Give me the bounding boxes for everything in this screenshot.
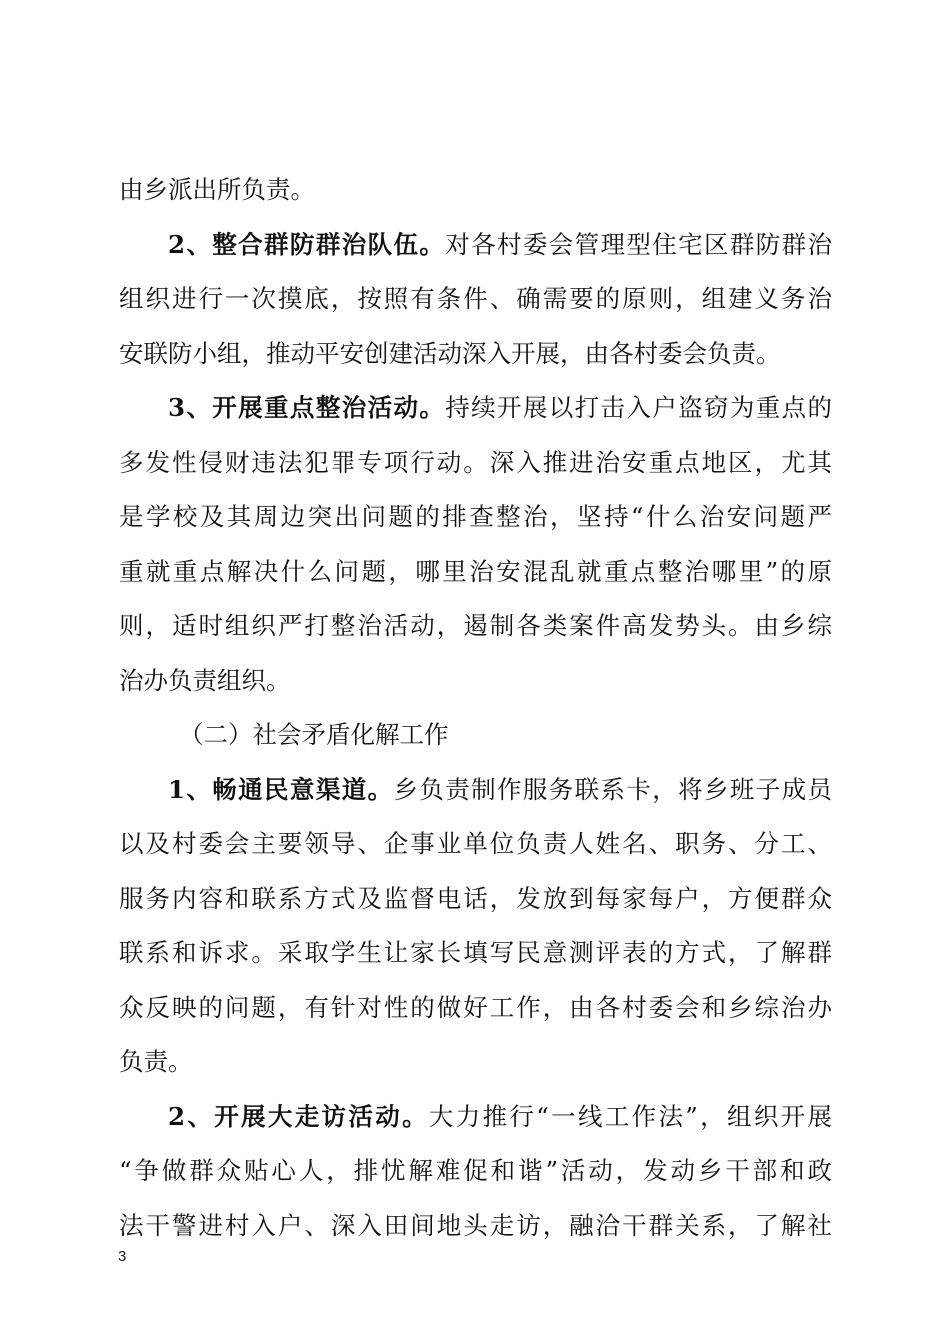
- document-body: [119, 163, 832, 1253]
- text-line: 治办负责组织。: [119, 665, 291, 695]
- text-line: 安联防小组，推动平安创建活动深入开展，由各村委会负责。: [119, 338, 781, 368]
- paragraph-heading-line: [119, 218, 832, 273]
- text-line: 法干警进村入户、深入田间地头走访，融洽干群关系，了解社: [119, 1210, 832, 1240]
- text-line: 负责。: [119, 1047, 193, 1076]
- text-line: 联系和诉求。采取学生让家长填写民意测评表的方式，了解群: [119, 938, 832, 967]
- text-line: 众反映的问题，有针对性的做好工作，由各村委会和乡综治办: [119, 992, 832, 1022]
- text-line: 组织进行一次摸底，按照有条件、确需要的原则，组建义务治: [119, 284, 832, 313]
- text-line: 由乡派出所负责。: [119, 175, 315, 204]
- text-line: 则，适时组织严打整治活动，遏制各类案件高发势头。由乡综: [119, 611, 832, 640]
- paragraph-heading-line: [119, 763, 832, 818]
- section-subheading: （二）社会矛盾化解工作: [179, 720, 449, 749]
- heading-text: 持续开展以打击入户盗窃为重点的: [445, 393, 832, 422]
- heading-text: 对各村委会管理型住宅区群防群治: [445, 229, 832, 259]
- paragraph-heading-line: [119, 381, 832, 436]
- text-line: 是学校及其周边突出问题的排查整治，坚持“什么治安问题严: [119, 502, 832, 531]
- text-line: 以及村委会主要领导、企事业单位负责人姓名、职务、分工、: [119, 829, 832, 858]
- text-line: “争做群众贴心人，排忧解难促和谐”活动，发动乡干部和政: [119, 1156, 832, 1185]
- heading-text: 乡负责制作服务联系卡，将乡班子成员: [393, 774, 832, 804]
- text-line: 重就重点解决什么问题，哪里治安混乱就重点整治哪里”的原: [119, 556, 832, 586]
- heading-label: 2、开展大走访活动。: [168, 1101, 429, 1131]
- heading-label: 3、开展重点整治活动。: [168, 393, 446, 422]
- text-line: 服务内容和联系方式及监督电话，发放到每家每户，方便群众: [119, 883, 832, 913]
- paragraph-heading-line: [119, 1090, 832, 1145]
- heading-label: 1、畅通民意渠道。: [168, 774, 394, 804]
- heading-text: 大力推行“一线工作法”，组织开展: [428, 1101, 832, 1131]
- heading-label: 2、整合群防群治队伍。: [168, 229, 446, 259]
- text-line: 多发性侵财违法犯罪专项行动。深入推进治安重点地区，尤其: [119, 447, 832, 477]
- page-number: 3: [118, 1248, 127, 1265]
